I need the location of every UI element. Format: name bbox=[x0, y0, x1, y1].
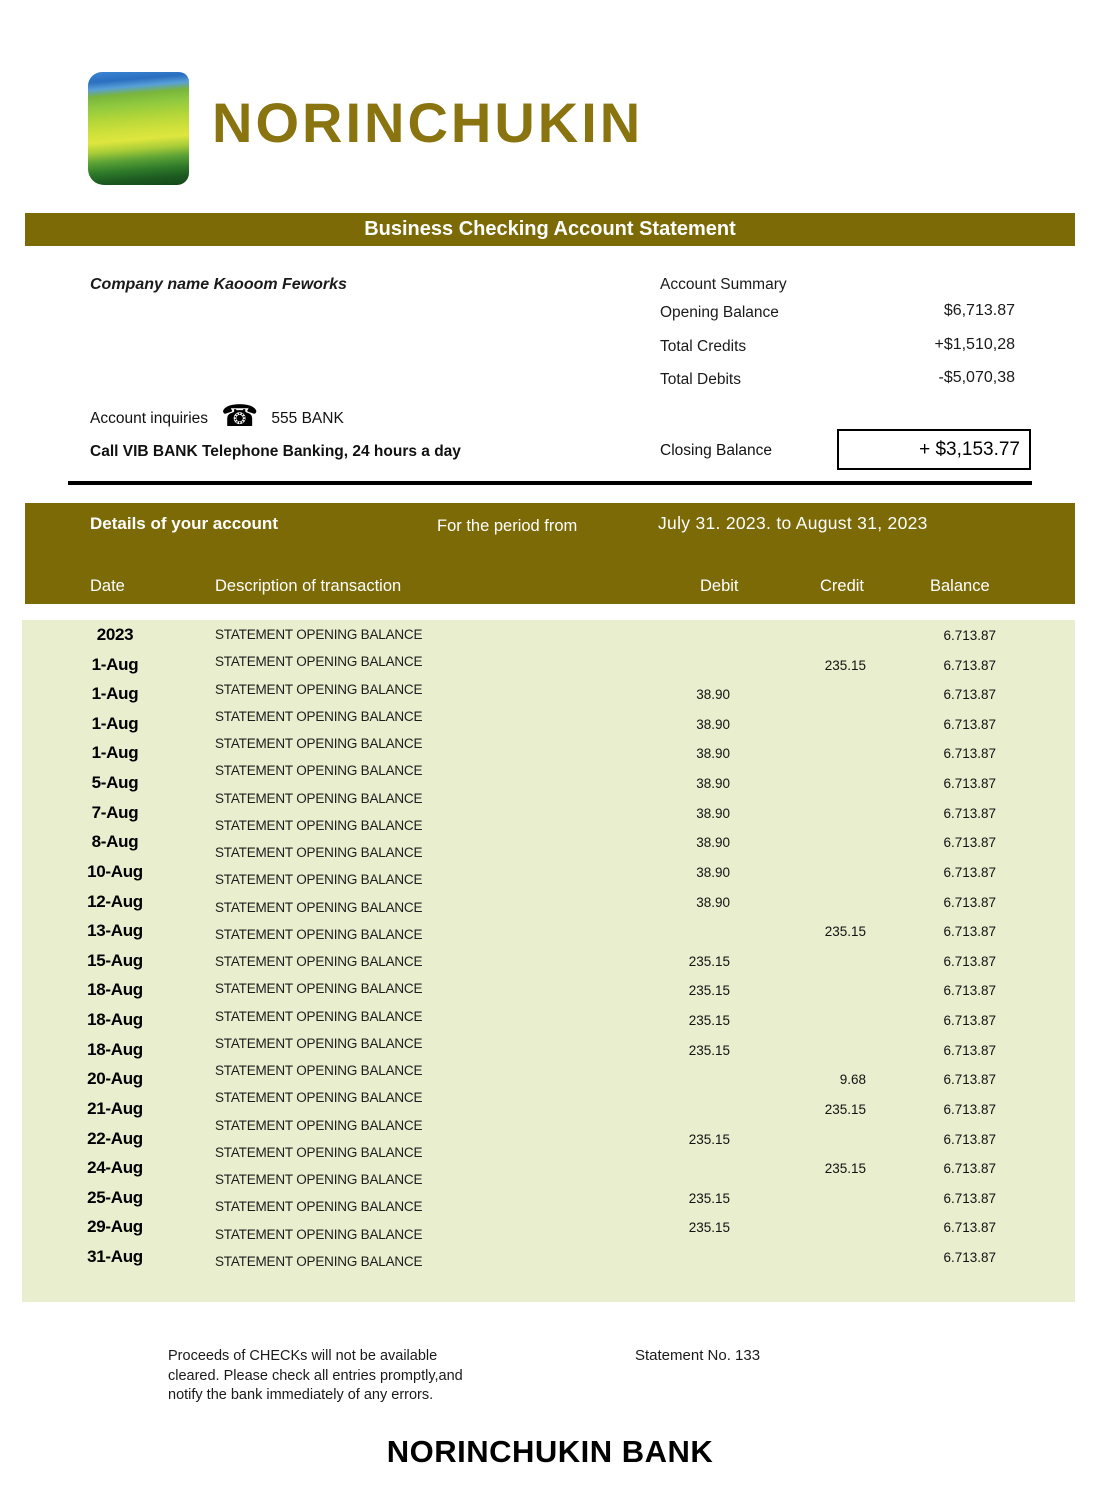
summary-value-opening: $6,713.87 bbox=[943, 302, 1015, 319]
transaction-description: STATEMENT OPENING BALANCE bbox=[215, 1172, 423, 1188]
transaction-balance: 6.713.87 bbox=[943, 628, 996, 643]
transaction-date: 7-Aug bbox=[91, 802, 139, 822]
transaction-balance: 6.713.87 bbox=[943, 1190, 996, 1206]
transaction-credit: 235.15 bbox=[824, 1161, 866, 1177]
transaction-date: 15-Aug bbox=[87, 950, 143, 970]
transaction-balance: 6.713.87 bbox=[943, 864, 996, 880]
transaction-description: STATEMENT OPENING BALANCE bbox=[215, 1008, 423, 1024]
transaction-date: 10-Aug bbox=[87, 861, 143, 881]
phone-icon: ☎ bbox=[221, 400, 259, 433]
transaction-balance: 6.713.87 bbox=[943, 924, 996, 940]
transaction-balance: 6.713.87 bbox=[943, 1042, 996, 1058]
transaction-description: STATEMENT OPENING BALANCE bbox=[215, 899, 423, 915]
transaction-debit: 38.90 bbox=[696, 864, 730, 880]
transaction-debit: 235.15 bbox=[688, 1190, 730, 1206]
transaction-description: STATEMENT OPENING BALANCE bbox=[215, 627, 423, 642]
transaction-debit: 38.90 bbox=[696, 776, 730, 792]
transaction-description: STATEMENT OPENING BALANCE bbox=[215, 736, 423, 752]
transaction-description: STATEMENT OPENING BALANCE bbox=[215, 1226, 423, 1242]
transaction-debit: 38.90 bbox=[696, 716, 730, 732]
summary-value-credits: +$1,510,28 bbox=[934, 336, 1015, 353]
transaction-date: 12-Aug bbox=[87, 891, 143, 911]
summary-label-debits: Total Debits bbox=[660, 371, 741, 388]
telephone-banking-note: Call VIB BANK Telephone Banking, 24 hours a day bbox=[90, 443, 461, 460]
transaction-balance: 6.713.87 bbox=[943, 746, 996, 762]
transaction-balance: 6.713.87 bbox=[943, 776, 996, 792]
company-name: Company name Kaooom Feworks bbox=[90, 276, 347, 293]
transaction-date: 21-Aug bbox=[87, 1098, 143, 1118]
transaction-description: STATEMENT OPENING BALANCE bbox=[215, 1090, 423, 1106]
transaction-date: 5-Aug bbox=[91, 773, 139, 793]
transaction-description: STATEMENT OPENING BALANCE bbox=[215, 926, 423, 942]
transaction-debit: 235.15 bbox=[688, 1042, 730, 1058]
transaction-balance: 6.713.87 bbox=[943, 1220, 996, 1236]
summary-label-credits: Total Credits bbox=[660, 338, 747, 355]
account-inquiries-label: Account inquiries bbox=[90, 410, 209, 427]
footer-notice-line: cleared. Please check all entries promptly,and bbox=[168, 1367, 463, 1384]
transaction-description: STATEMENT OPENING BALANCE bbox=[215, 708, 423, 724]
summary-label-opening: Opening Balance bbox=[660, 304, 779, 321]
transaction-date: 8-Aug bbox=[91, 832, 139, 852]
transaction-description: STATEMENT OPENING BALANCE bbox=[215, 1035, 423, 1051]
transaction-balance: 6.713.87 bbox=[943, 657, 996, 673]
closing-balance-value: + $3,153.77 bbox=[919, 439, 1020, 460]
transaction-description: STATEMENT OPENING BALANCE bbox=[215, 872, 423, 888]
transaction-description: STATEMENT OPENING BALANCE bbox=[215, 1063, 423, 1079]
transaction-balance: 6.713.87 bbox=[943, 687, 996, 703]
column-header-debit: Debit bbox=[700, 577, 739, 595]
transaction-date: 2023 bbox=[96, 625, 134, 644]
transaction-date: 1-Aug bbox=[91, 684, 139, 704]
transaction-balance: 6.713.87 bbox=[943, 953, 996, 969]
transaction-date: 18-Aug bbox=[87, 1039, 143, 1059]
transaction-date: 31-Aug bbox=[87, 1247, 143, 1267]
transaction-debit: 235.15 bbox=[688, 1220, 730, 1236]
summary-value-debits: -$5,070,38 bbox=[938, 369, 1015, 386]
transaction-debit: 38.90 bbox=[696, 687, 730, 703]
transaction-balance: 6.713.87 bbox=[943, 716, 996, 732]
transaction-date: 1-Aug bbox=[91, 743, 139, 763]
transaction-debit: 38.90 bbox=[696, 805, 730, 821]
transaction-balance: 6.713.87 bbox=[943, 894, 996, 910]
bank-name-footer: NORINCHUKIN BANK bbox=[386, 1434, 714, 1469]
transaction-debit: 38.90 bbox=[696, 894, 730, 910]
transaction-date: 1-Aug bbox=[91, 713, 139, 733]
account-summary-heading: Account Summary bbox=[660, 276, 787, 293]
closing-balance-label: Closing Balance bbox=[660, 442, 773, 459]
transaction-debit: 235.15 bbox=[688, 983, 730, 999]
column-header-credit: Credit bbox=[820, 577, 865, 595]
transaction-debit: 38.90 bbox=[696, 746, 730, 762]
column-header-balance: Balance bbox=[930, 577, 990, 595]
transaction-description: STATEMENT OPENING BALANCE bbox=[215, 817, 423, 833]
period-label: For the period from bbox=[437, 517, 578, 535]
transaction-debit: 235.15 bbox=[688, 1131, 730, 1147]
transaction-date: 1-Aug bbox=[91, 654, 139, 674]
transaction-date: 20-Aug bbox=[87, 1069, 143, 1089]
transaction-description: STATEMENT OPENING BALANCE bbox=[215, 981, 423, 997]
transaction-balance: 6.713.87 bbox=[943, 983, 996, 999]
transaction-description: STATEMENT OPENING BALANCE bbox=[215, 954, 423, 970]
transaction-balance: 6.713.87 bbox=[943, 805, 996, 821]
bank-logo-text: NORINCHUKIN bbox=[212, 91, 644, 154]
transaction-credit: 235.15 bbox=[824, 657, 866, 673]
transaction-debit: 235.15 bbox=[688, 953, 730, 969]
transaction-balance: 6.713.87 bbox=[943, 1250, 996, 1266]
account-inquiries-line bbox=[90, 400, 344, 433]
footer-notice-line: notify the bank immediately of any errors. bbox=[168, 1387, 434, 1403]
transaction-description: STATEMENT OPENING BALANCE bbox=[215, 654, 423, 670]
details-header-band bbox=[25, 503, 1075, 604]
statement-title: Business Checking Account Statement bbox=[364, 218, 736, 240]
column-header-date: Date bbox=[90, 577, 125, 595]
footer-notice-line: Proceeds of CHECKs will not be available bbox=[168, 1348, 438, 1364]
transaction-debit: 38.90 bbox=[696, 835, 730, 851]
transaction-date: 18-Aug bbox=[87, 1010, 143, 1030]
period-value: July 31. 2023. to August 31, 2023 bbox=[658, 513, 928, 533]
transaction-date: 13-Aug bbox=[87, 921, 143, 941]
transaction-description: STATEMENT OPENING BALANCE bbox=[215, 790, 423, 806]
transaction-date: 18-Aug bbox=[87, 980, 143, 1000]
transaction-date: 29-Aug bbox=[87, 1217, 143, 1237]
statement-title-bar bbox=[25, 213, 1075, 246]
transaction-description: STATEMENT OPENING BALANCE bbox=[215, 681, 423, 697]
transaction-balance: 6.713.87 bbox=[943, 1131, 996, 1147]
transaction-debit: 235.15 bbox=[688, 1013, 730, 1029]
column-header-description: Description of transaction bbox=[215, 577, 402, 595]
transactions-body bbox=[22, 620, 1075, 1302]
transaction-description: STATEMENT OPENING BALANCE bbox=[215, 763, 423, 779]
details-heading: Details of your account bbox=[90, 514, 278, 533]
transaction-date: 22-Aug bbox=[87, 1128, 143, 1148]
transaction-credit: 235.15 bbox=[824, 1101, 866, 1117]
closing-balance-box bbox=[837, 429, 1031, 470]
transaction-date: 24-Aug bbox=[87, 1158, 143, 1178]
transaction-credit: 9.68 bbox=[839, 1072, 866, 1088]
transaction-description: STATEMENT OPENING BALANCE bbox=[215, 1117, 423, 1133]
transaction-balance: 6.713.87 bbox=[943, 835, 996, 851]
transaction-description: STATEMENT OPENING BALANCE bbox=[215, 1199, 423, 1215]
transaction-balance: 6.713.87 bbox=[943, 1013, 996, 1029]
transaction-date: 25-Aug bbox=[87, 1187, 143, 1207]
bank-logo-image bbox=[88, 72, 189, 185]
transaction-credit: 235.15 bbox=[824, 924, 866, 940]
footer-notice bbox=[168, 1347, 463, 1406]
transaction-balance: 6.713.87 bbox=[943, 1072, 996, 1088]
transaction-balance: 6.713.87 bbox=[943, 1101, 996, 1117]
transaction-description: STATEMENT OPENING BALANCE bbox=[215, 1144, 423, 1160]
transaction-description: STATEMENT OPENING BALANCE bbox=[215, 845, 423, 861]
inquiries-phone-number: 555 BANK bbox=[271, 410, 344, 427]
section-divider bbox=[68, 481, 1032, 485]
transaction-description: STATEMENT OPENING BALANCE bbox=[215, 1253, 423, 1269]
statement-number: Statement No. 133 bbox=[635, 1347, 761, 1364]
transaction-balance: 6.713.87 bbox=[943, 1161, 996, 1177]
